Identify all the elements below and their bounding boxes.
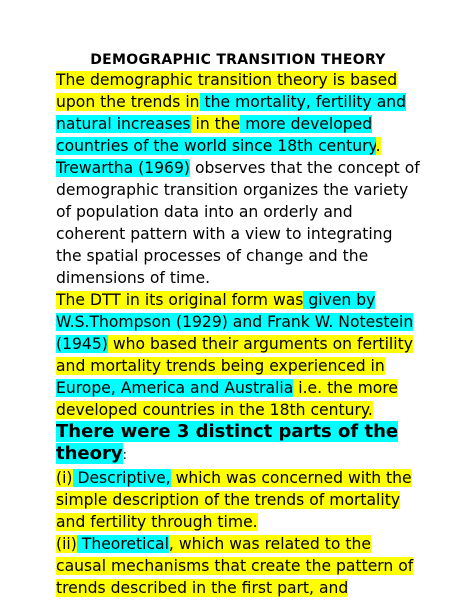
intro-segment-7: observes that the concept of demographic transition organizes the variety of population data into an orderly and coherent pattern with a view to integrating the spatial processes of change and the dimensions of time. [56,159,420,287]
paragraph-intro [56,69,420,289]
intro-segment-2: the mortality, fertility and natural increases [56,93,407,133]
intro-segment-6: Trewartha (1969) [56,159,190,177]
intro-segment-5: . [375,137,381,155]
intro-segment-4: more developed countries of the world since 18th century [56,115,376,155]
document-title: DEMOGRAPHIC TRANSITION THEORY [90,52,386,68]
item2-prefix: (ii) [56,535,77,553]
item1-text: which was concerned with the simple description of the trends of mortality and fertility through time. [56,469,412,531]
list-item-descriptive [56,467,420,533]
intro-segment-3: in the [190,115,241,133]
section-heading-colon: : [122,448,127,463]
dtt-segment-2: given by W.S.Thompson (1929) and Frank W. Notestein (1945) [56,291,414,353]
dtt-segment-1: The DTT in its original form was [56,291,304,309]
intro-segment-1: The demographic transition theory is based upon the trends in [56,71,398,111]
item1-term: Descriptive, [72,469,171,487]
document-page [56,52,420,599]
section-heading [56,421,420,467]
item2-text: , which was related to the causal mechanisms that create the pattern of trends described in the first part, and [56,535,414,597]
dtt-segment-4: Europe, America and Australia [56,379,294,397]
dtt-segment-5: i.e. the more developed countries in the 18th century. [56,379,399,419]
dtt-segment-3: who based their arguments on fertility and mortality trends being experienced in [56,335,413,375]
section-heading-text: There were 3 distinct parts of the theory [56,421,399,464]
list-item-theoretical [56,533,420,599]
item2-term: Theoretical [76,535,169,553]
paragraph-dtt-origin [56,289,420,421]
item1-prefix: (i) [56,469,73,487]
